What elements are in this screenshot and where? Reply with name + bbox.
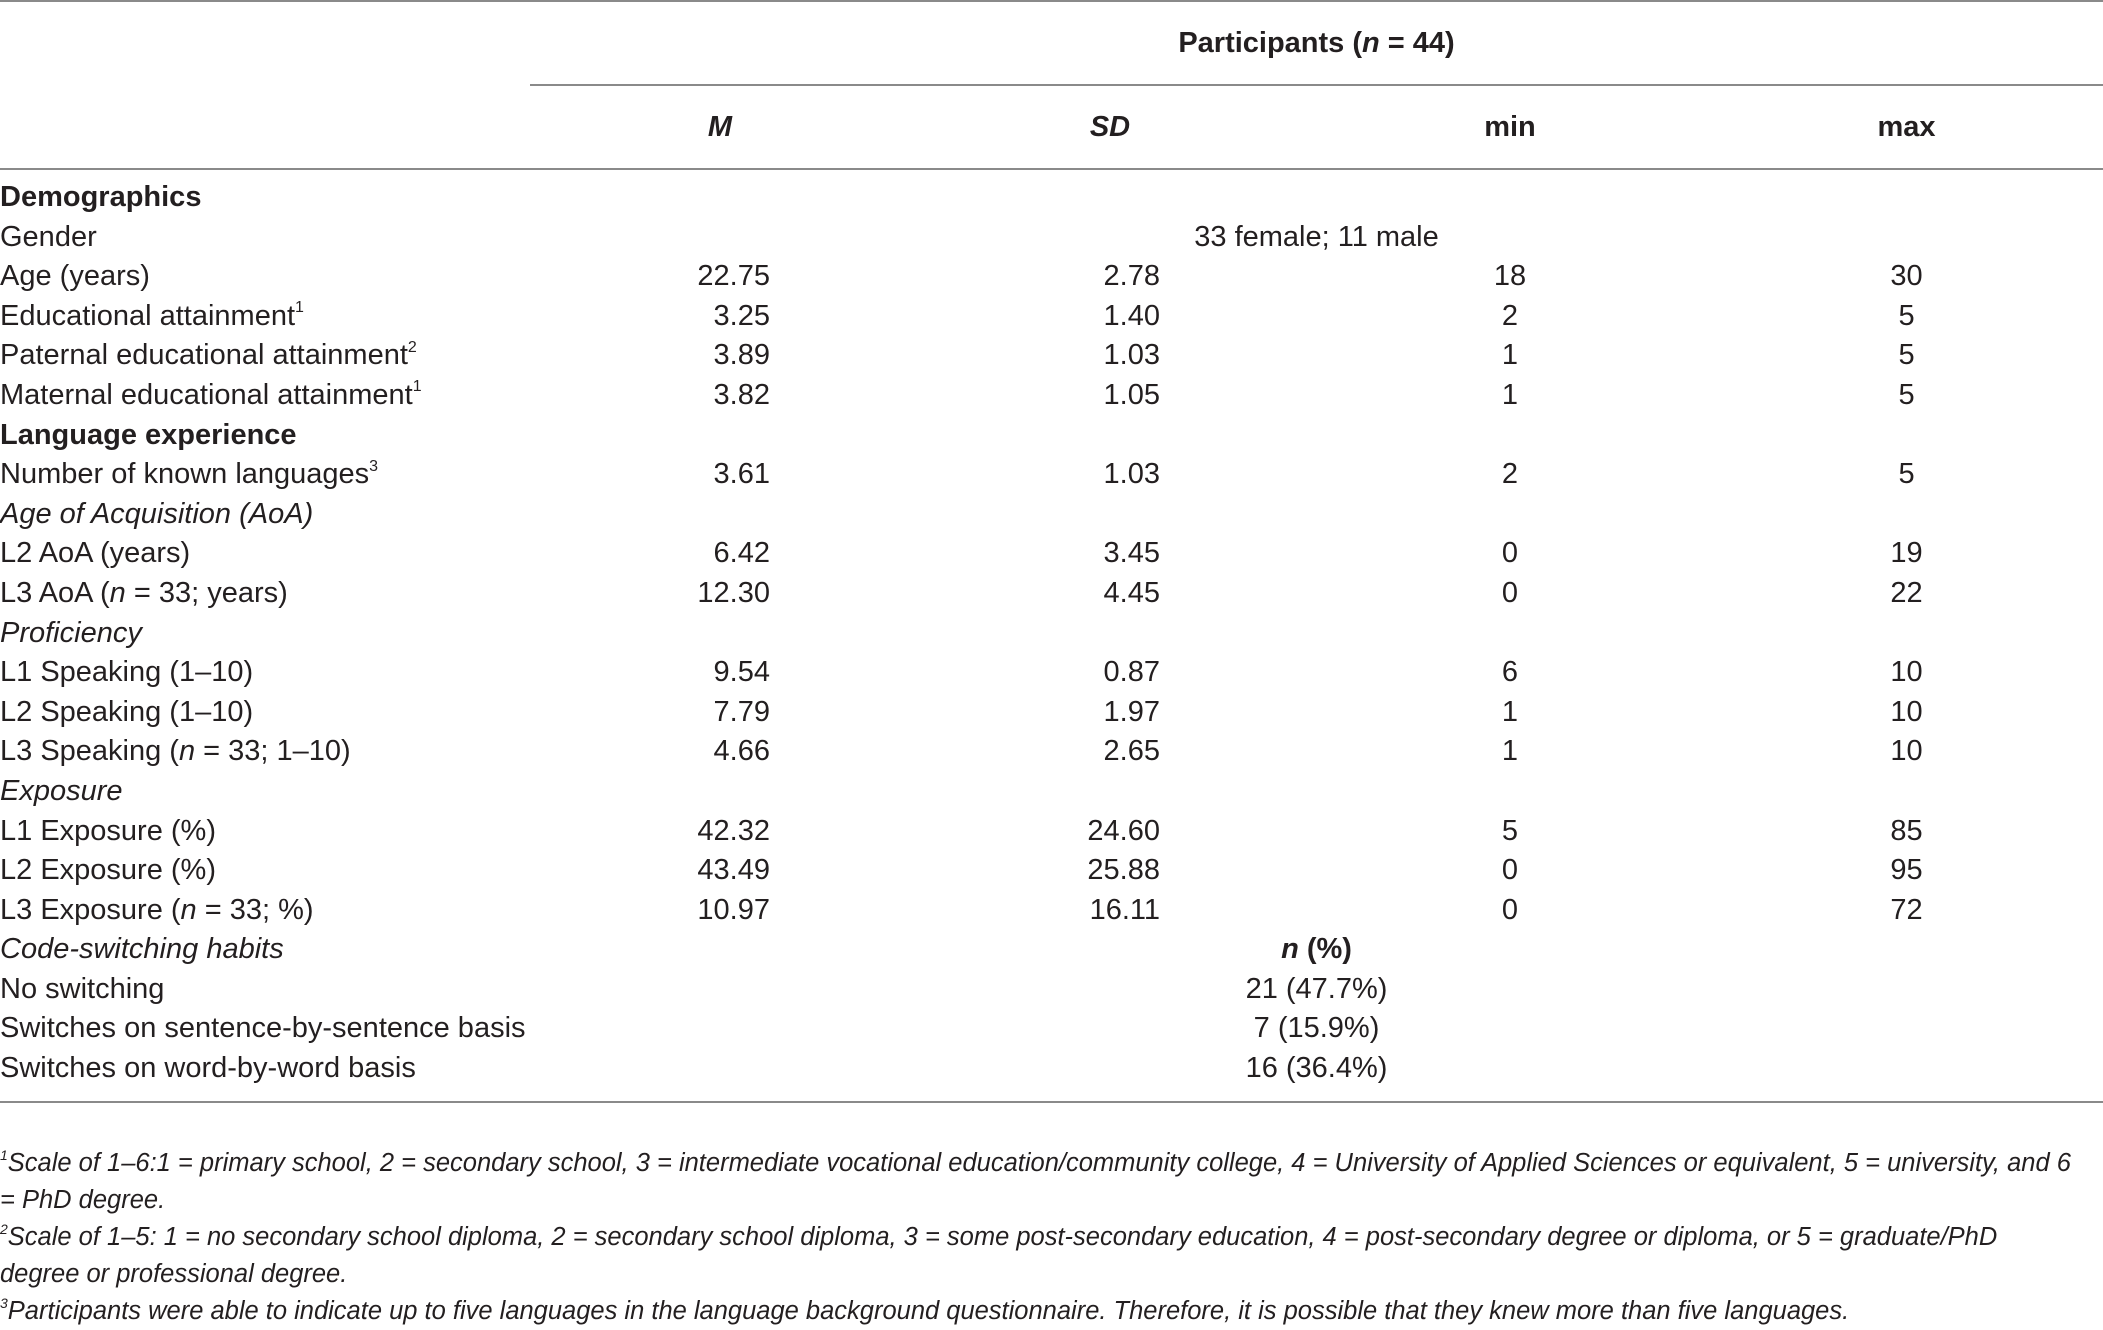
cell-min: 6 (1501, 656, 1519, 689)
cell-m: 7.79 (713, 695, 770, 728)
cell-sd: 1.03 (1103, 339, 1160, 372)
cell-max: 85 (1890, 814, 1923, 847)
row-label: Switches on word-by-word basis (0, 1052, 416, 1085)
cell-m: 6.42 (713, 537, 770, 570)
table-header (0, 1, 2103, 169)
table-row-word-switching (0, 1049, 2103, 1089)
table-row-l1-speaking (0, 653, 2103, 693)
row-label: No switching (0, 972, 165, 1005)
cell-sd: 25.88 (1087, 854, 1160, 887)
cell-max: 95 (1890, 854, 1923, 887)
cell-max: 10 (1890, 695, 1923, 728)
table-row-l3-speaking (0, 732, 2103, 772)
row-label: L2 Speaking (1–10) (0, 695, 254, 728)
cell-min: 5 (1501, 814, 1519, 847)
footnote-3: $^3$Participants were able to indicate up to five languages in the language background questionnaire. Therefore, it is possible that they knew more than five languages. (0, 1294, 1850, 1325)
cell-max: 10 (1890, 656, 1923, 689)
table-row-sentence-switching (0, 1009, 2103, 1049)
cell-min: 2 (1501, 458, 1519, 491)
section-row-demographics (0, 169, 2103, 218)
cell-sd: 0.87 (1103, 656, 1160, 689)
table-bottom-spacer (0, 1089, 2103, 1102)
n-percent-header: n (%) (1281, 933, 1352, 966)
cell-min: 1 (1501, 735, 1519, 768)
row-label: Switches on sentence-by-sentence basis (0, 1012, 526, 1045)
row-label: Maternal educational attainment$^1$ (0, 378, 422, 411)
cell-sd: 1.05 (1103, 378, 1160, 411)
cell-m: 22.75 (697, 260, 770, 293)
cell-m: 3.89 (713, 339, 770, 372)
column-header-mean: M (707, 110, 733, 143)
cell-n-percent: 21 (47.7%) (1245, 972, 1388, 1005)
cell-m: 3.82 (713, 378, 770, 411)
table-row-maternal-education (0, 376, 2103, 416)
table-row-number-of-languages (0, 455, 2103, 495)
gender-value: 33 female; 11 male (1194, 220, 1439, 253)
footnote-marker: 1 (0, 1146, 8, 1163)
table-row-l2-aoa (0, 534, 2103, 574)
cell-max: 5 (1898, 378, 1915, 411)
cell-m: 9.54 (713, 656, 770, 689)
row-label: L2 Exposure (%) (0, 854, 216, 887)
footnote-marker: 1 (412, 378, 422, 396)
participants-group-header: Participants (n = 44) (530, 1, 2103, 85)
cell-min: 1 (1501, 378, 1519, 411)
section-label: Language experience (0, 418, 297, 451)
section-row-language-experience (0, 416, 2103, 456)
cell-sd: 1.97 (1103, 695, 1160, 728)
cell-m: 3.61 (713, 458, 770, 491)
row-label: L3 Exposure (n = 33; %) (0, 893, 314, 926)
cell-min: 0 (1501, 893, 1519, 926)
footnote-marker: 2 (407, 338, 417, 356)
footnote-marker: 2 (0, 1220, 8, 1237)
table-row-no-switching (0, 970, 2103, 1010)
cell-m: 12.30 (697, 576, 770, 609)
table-row-gender (0, 218, 2103, 258)
footnote-2: $^2$Scale of 1–5: 1 = no secondary school diploma, 2 = secondary school diploma, 3 = some post-secondary education, 4 = post-secondary degree or diploma, or 5 = graduate/PhD degree or professional degree. (0, 1220, 1998, 1288)
row-label: L1 Speaking (1–10) (0, 656, 254, 689)
cell-max: 22 (1890, 576, 1923, 609)
subsection-label: Proficiency (0, 616, 142, 649)
subsection-label: Age of Acquisition (AoA) (0, 497, 314, 530)
cell-n-percent: 16 (36.4%) (1245, 1052, 1388, 1085)
row-label: L1 Exposure (%) (0, 814, 216, 847)
cell-max: 5 (1898, 339, 1915, 372)
cell-max: 72 (1890, 893, 1923, 926)
cell-min: 2 (1501, 299, 1519, 332)
footnote-marker: 3 (369, 457, 379, 475)
cell-sd: 1.03 (1103, 458, 1160, 491)
cell-n-percent: 7 (15.9%) (1253, 1012, 1380, 1045)
footnote-marker: 3 (0, 1294, 8, 1311)
row-label: Number of known languages$^3$ (0, 457, 379, 491)
table-row-age (0, 257, 2103, 297)
cell-max: 10 (1890, 735, 1923, 768)
row-label: Age (years) (0, 260, 150, 293)
cell-min: 0 (1501, 537, 1519, 570)
row-label: L3 AoA (n = 33; years) (0, 576, 288, 609)
table-row-l1-exposure (0, 812, 2103, 852)
header-empty-cell (0, 1, 530, 85)
subsection-row-aoa (0, 495, 2103, 535)
subsection-label: Code-switching habits (0, 933, 284, 966)
row-label: Gender (0, 220, 97, 253)
cell-sd: 4.45 (1103, 576, 1160, 609)
subsection-row-proficiency (0, 614, 2103, 654)
table-row-l2-speaking (0, 693, 2103, 733)
cell-m: 4.66 (713, 735, 770, 768)
row-label: Educational attainment$^1$ (0, 299, 304, 332)
table-footnotes (0, 1145, 2080, 1330)
cell-sd: 2.65 (1103, 735, 1160, 768)
cell-m: 10.97 (697, 893, 770, 926)
cell-sd: 16.11 (1089, 893, 1160, 926)
subsection-label: Exposure (0, 774, 123, 807)
cell-max: 5 (1898, 299, 1915, 332)
column-header-sd: SD (1089, 110, 1131, 143)
cell-sd: 1.40 (1103, 299, 1160, 332)
row-label: L3 Speaking (n = 33; 1–10) (0, 735, 351, 768)
subsection-row-code-switching (0, 930, 2103, 970)
table-row-l2-exposure (0, 851, 2103, 891)
table-row-paternal-education (0, 336, 2103, 376)
cell-max: 5 (1898, 458, 1915, 491)
column-header-max: max (1877, 110, 1936, 143)
cell-min: 1 (1501, 339, 1519, 372)
cell-sd: 24.60 (1087, 814, 1160, 847)
column-header-min: min (1484, 110, 1536, 143)
cell-min: 0 (1501, 854, 1519, 887)
table-body (0, 169, 2103, 1102)
cell-m: 42.32 (697, 814, 770, 847)
table-row-educational-attainment (0, 297, 2103, 337)
cell-m: 43.49 (697, 854, 770, 887)
footnote-1: $^1$Scale of 1–6:1 = primary school, 2 = secondary school, 3 = intermediate vocational education/community college, 4 = University of Applied Sciences or equivalent, 5 = university, and 6 = PhD degree. (0, 1146, 2071, 1214)
table-row-l3-aoa (0, 574, 2103, 614)
table-row-l3-exposure (0, 891, 2103, 931)
subsection-row-exposure (0, 772, 2103, 812)
header-empty-cell (0, 85, 530, 169)
cell-sd: 2.78 (1103, 260, 1160, 293)
cell-min: 0 (1501, 576, 1519, 609)
cell-m: 3.25 (713, 299, 770, 332)
cell-max: 19 (1890, 537, 1923, 570)
footnote-marker: 1 (295, 299, 304, 317)
cell-max: 30 (1890, 260, 1923, 293)
section-label: Demographics (0, 181, 202, 213)
cell-sd: 3.45 (1103, 537, 1160, 570)
cell-min: 1 (1501, 695, 1519, 728)
row-label: Paternal educational attainment$^2$ (0, 338, 417, 372)
cell-min: 18 (1493, 260, 1527, 293)
row-label: L2 AoA (years) (0, 537, 191, 570)
